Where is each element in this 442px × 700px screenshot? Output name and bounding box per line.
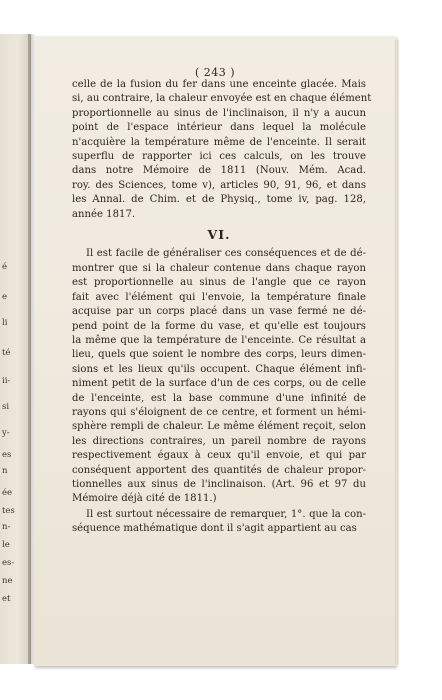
text-line: les Annal. de Chim. et de Physiq., tome iv, pag. 128, (72, 194, 366, 206)
text-line: niment petit de la surface d'un de ces corps, ou de celle (72, 378, 366, 390)
text-line: Il est facile de généraliser ces conséquences et de dé- (86, 248, 366, 260)
text-line: respectivement égaux à ceux qu'il envoie, et qui par (72, 450, 366, 462)
text-line: fait avec l'élément qui l'envoie, la température finale (72, 291, 366, 303)
text-line: lieu, quels que soient le nombre des corps, leurs dimen- (72, 349, 366, 361)
paragraph-2 (72, 247, 366, 506)
text-line: pend point de la forme du vase, et qu'elle est toujours (72, 320, 366, 332)
margin-text-fragment: li (2, 318, 8, 328)
margin-text-fragment: té (2, 348, 11, 358)
page-text (72, 78, 372, 537)
text-line: sions et les lieux qu'ils occupent. Chaque élément infi- (72, 363, 366, 375)
margin-text-fragment: le (2, 540, 10, 550)
text-line: proportionnelle au sinus de l'inclinaison, il n'y a aucun (72, 107, 366, 119)
text-line: dans notre Mémoire de 1811 (Nouv. Mém. Acad. (72, 165, 366, 177)
section-heading: VI. (207, 227, 231, 243)
margin-text-fragment: es- (2, 558, 15, 568)
margin-text-fragment: n- (2, 522, 11, 532)
margin-text-fragment: e (2, 292, 8, 302)
page-number: ( 243 ) (194, 66, 236, 79)
paragraph-1 (72, 78, 372, 222)
margin-text-fragment: tes (2, 506, 15, 516)
text-line: acquise par un corps placé dans un vase fermé ne dé- (72, 306, 366, 318)
margin-text-fragment: ii- (2, 376, 11, 386)
margin-text-fragment: ée (2, 488, 13, 498)
text-line: montrer que si la chaleur contenue dans chaque rayon (72, 262, 366, 274)
text-line: conséquent apportent des quantités de chaleur propor- (72, 464, 366, 476)
text-line: sphère rempli de chaleur. Le même élément reçoit, selon (72, 421, 366, 433)
text-line: est proportionnelle au sinus de l'angle que ce rayon (72, 277, 366, 289)
text-line: les directions contraires, un pareil nombre de rayons (72, 435, 366, 447)
margin-text-fragment: n (2, 466, 8, 476)
text-line: si, au contraire, la chaleur envoyée est en chaque élément (72, 93, 372, 105)
text-line: année 1817. (72, 208, 136, 220)
margin-text-fragment: es (2, 450, 12, 460)
margin-text-fragment: ne (2, 576, 13, 586)
left-page-edge (0, 34, 31, 664)
text-line: de l'enceinte, est la base commune d'une infinité de (72, 392, 366, 404)
margin-text-fragment: y- (2, 428, 10, 438)
book (0, 16, 410, 688)
right-page (34, 36, 396, 666)
page-edge-stack (395, 40, 399, 664)
text-line: rayons qui s'éloignent de ce centre, et forment un hémi- (72, 406, 366, 418)
margin-text-fragment: é (2, 262, 8, 272)
text-line: celle de la fusion du fer dans une enceinte glacée. Mais (72, 79, 366, 90)
text-line: Mémoire déjà cité de 1811.) (72, 493, 217, 505)
margin-text-fragment: et (2, 594, 11, 604)
text-line: superflu de rapporter ici ces calculs, on les trouve (72, 151, 366, 163)
text-line: point de l'espace intérieur dans lequel la molécule (72, 122, 366, 134)
text-line: n'acquière la température même de l'enceinte. Il serait (72, 136, 366, 148)
text-line: Il est surtout nécessaire de remarquer, 1°. que la con- (86, 508, 366, 520)
text-line: tionnelles aux sinus de l'inclinaison. (Art. 96 et 97 du (72, 478, 366, 490)
paragraph-3 (72, 508, 366, 537)
margin-text-fragment: si (2, 402, 10, 412)
text-line: séquence mathématique dont il s'agit appartient au cas (72, 523, 357, 535)
text-line: la même que la température de l'enceinte. Ce résultat a (72, 334, 366, 346)
text-line: roy. des Sciences, tome v), articles 90, 91, 96, et dans (72, 179, 366, 191)
